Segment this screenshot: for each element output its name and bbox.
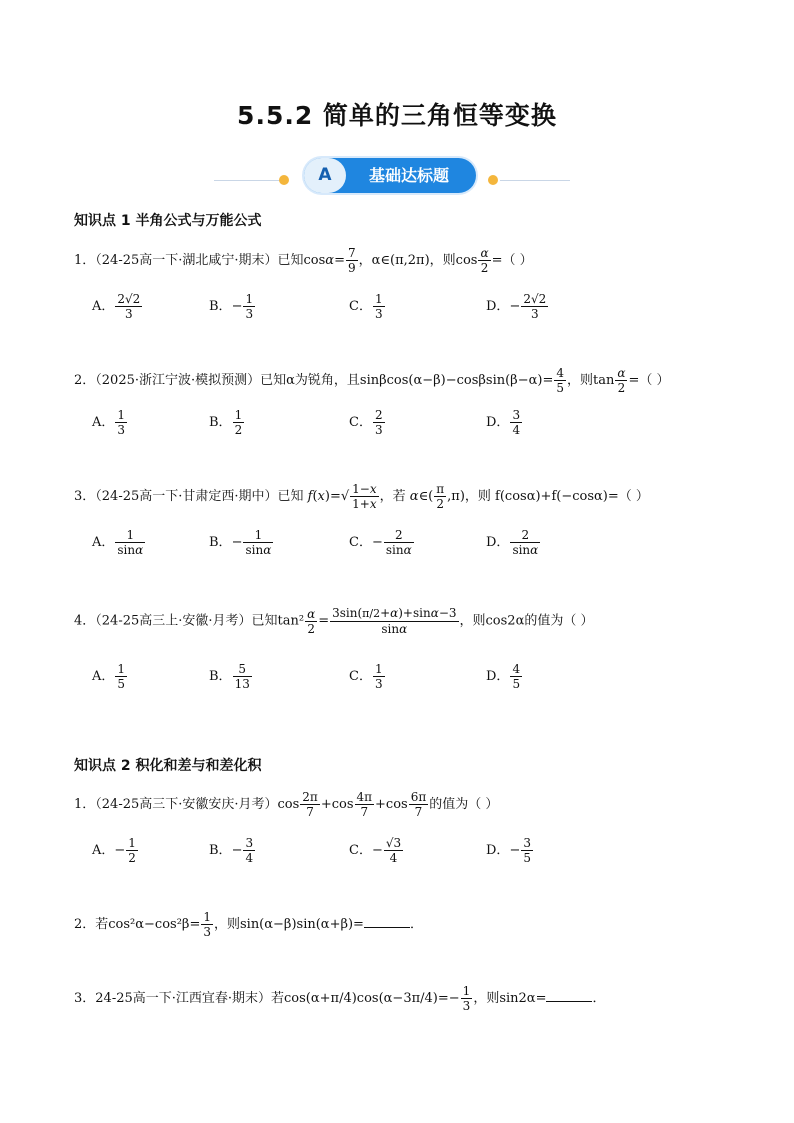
question-1-3 bbox=[74, 482, 649, 511]
option-d: D． $\frac{2}{\sin\alpha}$ bbox=[486, 528, 539, 557]
option-c: C．− $\frac{2}{\sin\alpha}$ bbox=[349, 528, 412, 557]
option-label: B． bbox=[209, 669, 232, 684]
formula: $\frac{\alpha}{2}$ bbox=[617, 366, 626, 395]
question-1-2: 2．（2025·浙江宁波·模拟预测）已知α为锐角，且sinβcos(α−β)−cosβsin(β−α)= $\frac{4}{5}$ ，则tan $\frac{\alpha}{2}$ =（ ） bbox=[74, 366, 670, 395]
option-label: A． bbox=[92, 415, 115, 430]
banner-label: 基础达标题 bbox=[368, 166, 449, 185]
option-d: D．− $\frac{3}{5}$ bbox=[486, 836, 531, 865]
formula: cos $\frac{2\pi}{7}$ +cos $\frac{4\pi}{7}$ +cos $\frac{6\pi}{7}$ bbox=[277, 790, 427, 819]
question-text: ，α∈(π,2π)，则 bbox=[358, 253, 456, 268]
option-label: B． bbox=[209, 299, 232, 314]
banner-right-line bbox=[500, 180, 570, 181]
question-text: ，则 f(cosα)+f(−cosα)= bbox=[464, 489, 619, 504]
banner-letter: A bbox=[304, 158, 346, 193]
option-c: C． $\frac{2}{3}$ bbox=[349, 408, 383, 437]
formula: $\frac{1}{3}$ bbox=[462, 984, 471, 1013]
page-title: 5.5.2 简单的三角恒等变换 bbox=[237, 101, 557, 130]
answer-blank[interactable] bbox=[546, 989, 592, 1002]
option-b: B． $\frac{1}{2}$ bbox=[209, 408, 243, 437]
option-label: A． bbox=[92, 843, 115, 858]
option-label: C． bbox=[349, 843, 372, 858]
option-label: D． bbox=[486, 843, 510, 858]
formula: $\frac{1}{3}$ bbox=[203, 910, 211, 939]
option-b: B．− $\frac{1}{3}$ bbox=[209, 292, 254, 321]
option-label: C． bbox=[349, 669, 372, 684]
question-text: ，则sin(α−β)sin(α+β)= bbox=[213, 917, 364, 932]
question-paren: （ ） bbox=[502, 253, 533, 268]
question-text: 1．（24-25高一下·湖北咸宁·期末）已知 bbox=[74, 253, 304, 268]
option-c: C．− $\frac{√3}{4}$ bbox=[349, 836, 402, 865]
section-heading-1: 知识点 1 半角公式与万能公式 bbox=[74, 213, 262, 229]
question-text: 3．24-25高一下·江西宜春·期末）若cos(α+π/4)cos(α−3π/4)= bbox=[74, 991, 449, 1006]
question-text: 1．（24-25高三下·安徽安庆·月考） bbox=[74, 797, 278, 812]
option-b: B． $\frac{5}{13}$ bbox=[209, 662, 250, 691]
option-label: B． bbox=[209, 535, 232, 550]
question-text: ，若 bbox=[379, 489, 406, 504]
option-label: A． bbox=[92, 299, 115, 314]
option-label: C． bbox=[349, 535, 372, 550]
formula: cosα= $\frac{7}{9}$ bbox=[303, 246, 356, 275]
option-c: C． $\frac{1}{3}$ bbox=[349, 662, 383, 691]
option-a: A． $\frac{2√2}{3}$ bbox=[92, 292, 141, 321]
question-text: 2．若cos²α−cos²β= bbox=[74, 917, 201, 932]
option-a: A． $\frac{1}{3}$ bbox=[92, 408, 126, 437]
question-text: ，则tan bbox=[566, 373, 615, 388]
formula: $\frac{3\sin(\pi/2+\alpha)+\sin\alpha-3}{\sin\alpha}$ bbox=[332, 606, 457, 636]
option-label: C． bbox=[349, 299, 372, 314]
option-d: D． $\frac{4}{5}$ bbox=[486, 662, 521, 691]
question-1-4: 4．（24-25高三上·安徽·月考）已知tan² $\frac{\alpha}{2}$ = $\frac{3\sin(\pi/2+\alpha)+\sin\alpha-3}{\sin\alpha}$ ，则cos2α的值为（ ） bbox=[74, 606, 594, 636]
formula: α∈( $\frac{\pi}{2}$ ,π) bbox=[409, 482, 465, 511]
question-text: 3．（24-25高一下·甘肃定西·期中）已知 bbox=[74, 489, 304, 504]
option-label: C． bbox=[349, 415, 372, 430]
banner-right-dot bbox=[488, 175, 498, 185]
option-label: D． bbox=[486, 415, 510, 430]
option-a: A． $\frac{1}{5}$ bbox=[92, 662, 126, 691]
option-label: A． bbox=[92, 669, 115, 684]
question-text: 2．（2025·浙江宁波·模拟预测）已知α为锐角，且sinβcos(α−β)−cosβsin(β−α)= bbox=[74, 373, 554, 388]
banner-left-line bbox=[214, 180, 284, 181]
option-d: D．− $\frac{2√2}{3}$ bbox=[486, 292, 547, 321]
option-b: B．− $\frac{3}{4}$ bbox=[209, 836, 254, 865]
question-2-3: 3．24-25高一下·江西宜春·期末）若cos(α+π/4)cos(α−3π/4)=− $\frac{1}{3}$ ，则sin2α= ． bbox=[74, 984, 606, 1013]
option-a: A． $\frac{1}{\sin\alpha}$ bbox=[92, 528, 144, 557]
option-c: C． $\frac{1}{3}$ bbox=[349, 292, 383, 321]
question-paren: （ ） bbox=[618, 489, 649, 504]
option-label: D． bbox=[486, 669, 510, 684]
question-paren: （ ） bbox=[639, 373, 670, 388]
option-d: D． $\frac{3}{4}$ bbox=[486, 408, 521, 437]
banner-left-dot bbox=[279, 175, 289, 185]
option-b: B．− $\frac{1}{\sin\alpha}$ bbox=[209, 528, 272, 557]
formula: f(x)=√ $\frac{1-x}{1+x}$ bbox=[307, 482, 377, 511]
section-heading-2: 知识点 2 积化和差与和差化积 bbox=[74, 758, 262, 774]
question-1-1 bbox=[74, 246, 533, 275]
question-text: ，则sin2α= bbox=[473, 991, 547, 1006]
question-text: ，则cos2α的值为（ ） bbox=[459, 613, 594, 629]
answer-blank[interactable] bbox=[364, 915, 410, 928]
option-a: A．− $\frac{1}{2}$ bbox=[92, 836, 136, 865]
question-text: 的值为（ ） bbox=[429, 797, 499, 812]
option-label: D． bbox=[486, 535, 510, 550]
question-text: 4．（24-25高三上·安徽·月考）已知tan² bbox=[74, 613, 305, 629]
formula: $\frac{4}{5}$ bbox=[556, 366, 564, 395]
formula: $\frac{\alpha}{2}$ bbox=[307, 606, 316, 636]
option-label: B． bbox=[209, 415, 232, 430]
question-2-1 bbox=[74, 790, 498, 819]
formula: cos $\frac{\alpha}{2}$ = bbox=[455, 246, 503, 275]
option-label: A． bbox=[92, 535, 115, 550]
option-label: B． bbox=[209, 843, 232, 858]
question-2-2: 2．若cos²α−cos²β= $\frac{1}{3}$ ，则sin(α−β)sin(α+β)= ． bbox=[74, 910, 423, 939]
option-label: D． bbox=[486, 299, 510, 314]
